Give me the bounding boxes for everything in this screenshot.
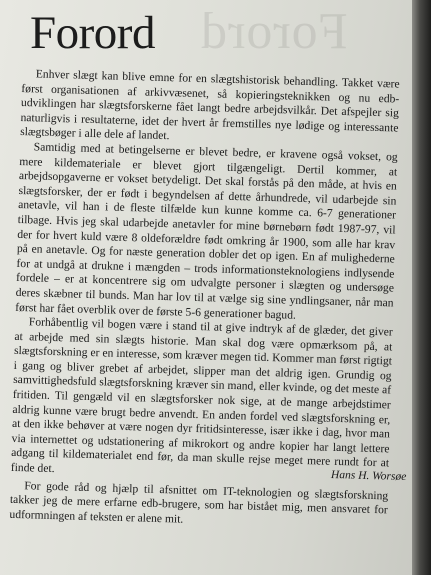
bleed-through-title: Forord xyxy=(200,3,348,60)
paragraph-4: For gode råd og hjælp til afsnittet om IT-teknologien og slægtsforskning takker jeg de mere erfarne edb-brugere, som har bistået mig, men ansvaret for udformningen af teksten er alene mit. xyxy=(9,478,389,526)
body-text xyxy=(9,67,400,533)
page-edge-shadow xyxy=(412,0,431,575)
page-title: Forord xyxy=(30,7,155,59)
signature: Hans H. Worsøe xyxy=(330,468,407,484)
paragraph-2: Samtidig med at betingelserne er blevet bedre, er kravene også vokset, og mere kildemateriale er blevet gjort tilgængeligt. Dertil kommer, at arbejdsopgaverne er vokset betydeligt. Det skal forstås på den måde, at hvis en slægtsforsker, der er født i begyndelsen af dette århundrede, vil udarbejde sin anetavle, vil han i de fleste tilfælde kun kunne komme ca. 6-7 generationer tilbage. Hvis jeg skal udarbejde anetavler for mine børnebørn født 1987-97, vil der for hvert kuld være 8 oldeforældre født omkring år 1900, som alle har krav på en anetavle. Og for næste generation dobler det op igen. En af mulighederne for at undgå at drukne i mængden – trods informationsteknologiens indlysende fordele – er at koncentrere sig om udvalgte personer i slægten og undersøge deres skæbner til bunds. Man har lov til at vælge sig sine yndlingsaner, når man først har fået overblik over de første 5-6 generationer bagud. xyxy=(15,140,398,322)
paragraph-3: Forhåbentlig vil bogen være i stand til at give indtryk af de glæder, det giver at arbejde med sin slægts historie. Man skal dog være opmærksom på, at slægtsforskning er en interesse, som kræver megen tid. Kommer man først rigtigt i gang og bliver grebet af arbejdet, slipper man det aldrig igen. Grundig og samvittighedsfuld slægtsforskning kræver sin mand, eller kvinde, og det meste af fritiden. Til gengæld vil en slægtsforsker nok sige, at de mange arbejdstimer aldrig kunne være brugt bedre anvendt. En anden fordel ved slægtsforskning er, at den ikke behøver at være nogen dyr fritidsinteresse, især ikke i dag, hvor man via internettet og udstationering af mikrokort og andre kopier har langt lettere adgang til kildematerialet end før, da man skulle rejse meget mere rundt for at finde det. xyxy=(10,315,393,476)
paragraph-1: Enhver slægt kan blive emne for en slægtshistorisk behandling. Takket være først organisationen af arkivvæsenet, så kopieringsteknikken og nu edb-udviklingen har slægtsforskerne fået langt bedre arbejdsvilkår. Det afspejler sig naturligvis i resultaterne, idet der hvert år fremstilles nye lødige og interessante slægtsbøger i alle dele af landet. xyxy=(20,67,400,143)
